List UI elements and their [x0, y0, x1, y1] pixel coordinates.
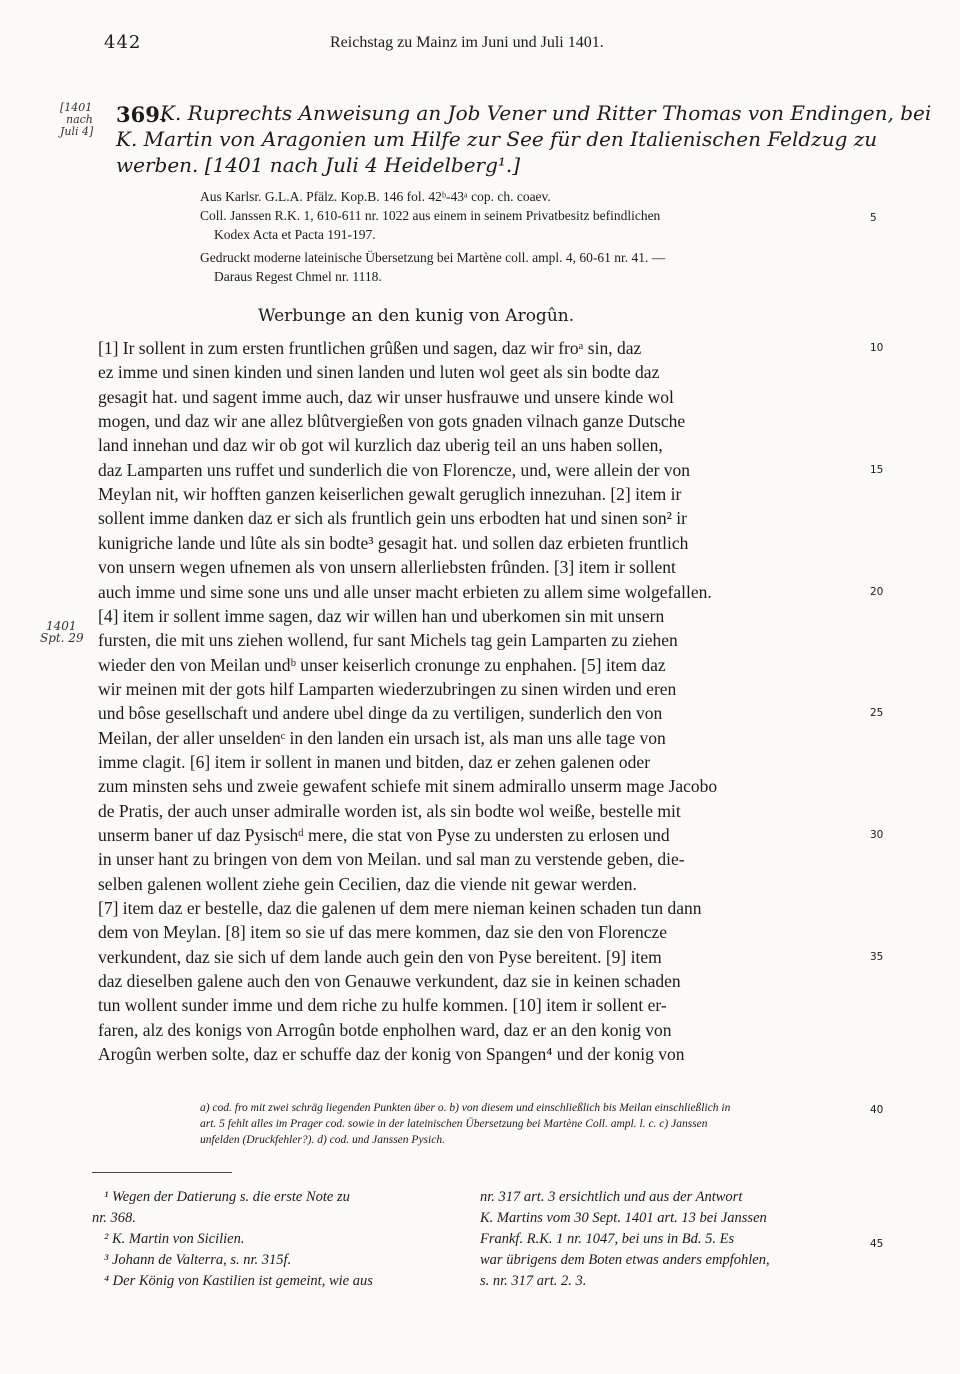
side-date	[40, 620, 84, 644]
document-title-line: K. Ruprechts Anweisung an Job Vener und Ritter Thomas von Endingen, bei	[160, 101, 932, 125]
body-line: zum minsten sehs und zweie gewafent schiefe mit sinem admirallo unserm mage Jacobo	[98, 776, 718, 797]
footnote-line: ¹ Wegen der Datierung s. die erste Note zu	[104, 1189, 350, 1205]
margin-date-line: Juli 4]	[60, 125, 94, 138]
footnote-line: Frankf. R.K. 1 nr. 1047, bei uns in Bd. 5. Es	[480, 1231, 735, 1247]
source-note-line: Gedruckt moderne lateinische Übersetzung bei Martène coll. ampl. 4, 60-61 nr. 41. —	[200, 250, 666, 265]
document-title-line: werben. [1401 nach Juli 4 Heidelberg¹.]	[116, 153, 521, 177]
body-line: von unsern wegen ufnemen als von unsern allerliebsten frûnden. [3] item ir sollent	[98, 557, 676, 578]
page-header	[0, 32, 960, 62]
body-line: ez imme und sinen kinden und sinen landen und luten wol geet als sin bodte daz	[98, 362, 660, 383]
line-number: 40	[870, 1104, 884, 1116]
text-note-line: unfelden (Druckfehler?). d) cod. und Janssen Pysich.	[200, 1134, 445, 1146]
body-line: de Pratis, der auch unser admiralle worden ist, als sin bodte wol weiße, bestelle mit	[98, 800, 681, 821]
line-number: 30	[870, 829, 884, 841]
body-line: Arogûn werben solte, daz er schuffe daz der konig von Spangen⁴ und der konig von	[98, 1044, 685, 1065]
line-number: 25	[870, 707, 884, 720]
footnote-line: ² K. Martin von Sicilien.	[104, 1231, 245, 1247]
side-date-line: 1401	[46, 619, 77, 633]
body-line: [1] Ir sollent in zum ersten fruntlichen grûßen und sagen, daz wir froᵃ sin, daz	[98, 338, 642, 358]
body-line: auch imme und sime sone uns und alle unser macht erbieten zu allem sime wolgefallen.	[98, 581, 712, 602]
body-line: land innehan und daz wir ob got wil kurzlich daz uberig teil an uns haben sollen,	[98, 435, 663, 456]
side-date-line: Spt. 29	[40, 631, 84, 645]
body-line: daz Lamparten uns ruffet und sunderlich die von Florencze, und, were allein der von	[98, 459, 691, 480]
document-number: 369.	[116, 102, 168, 127]
body-line: wir meinen mit der gots hilf Lamparten wiederzubringen zu sinen wirden und eren	[98, 678, 677, 699]
text-note-line: a) cod. fro mit zwei schräg liegenden Punkten über o. b) von diesem und einschließlich bis Meilan einschließlich in	[200, 1102, 731, 1114]
margin-date	[60, 102, 100, 138]
body-line: gesagit hat. und sagent imme auch, daz wir unser husfrauwe und unsere kinde wol	[98, 386, 674, 407]
line-number: 45	[870, 1238, 884, 1250]
running-title: Reichstag zu Mainz im Juni und Juli 1401.	[330, 34, 604, 51]
text-note-line: art. 5 fehlt alles im Prager cod. sowie in der lateinischen Übersetzung bei Martène Coll. ampl. l. c. c) Janssen	[200, 1118, 708, 1130]
footnote-line: ³ Johann de Valterra, s. nr. 315f.	[104, 1252, 292, 1268]
body-line: unserm baner uf daz Pysischᵈ mere, die stat von Pyse zu understen zu erlosen und	[98, 825, 670, 845]
body-line: imme clagit. [6] item ir sollent in manen und bitden, daz er zehen galenen oder	[98, 751, 651, 772]
body-line: sollent imme danken daz er sich als fruntlich gein uns erbodten hat und sinen son² ir	[98, 508, 687, 529]
body-line: Meilan, der aller unseldenᶜ in den landen ein ursach ist, als man uns alle tage von	[98, 727, 666, 748]
line-number: 5	[870, 212, 877, 224]
line-number: 35	[870, 950, 884, 963]
line-number: 15	[870, 463, 884, 476]
body-line: tun wollent sunder imme und dem riche zu hulfe kommen. [10] item ir sollent er-	[98, 995, 667, 1016]
footnote-line: K. Martins vom 30 Sept. 1401 art. 13 bei Janssen	[480, 1210, 767, 1226]
body-line: und bôse gesellschaft und andere ubel dinge da zu vertiligen, sunderlich den von	[98, 703, 663, 724]
page-number: 442	[104, 32, 142, 53]
margin-date-line: nach	[66, 113, 93, 126]
source-note-line: Aus Karlsr. G.L.A. Pfälz. Kop.B. 146 fol. 42ᵇ-43ᵃ cop. ch. coaev.	[200, 189, 551, 204]
body-line: dem von Meylan. [8] item so sie uf das mere kommen, daz sie den von Florencze	[98, 922, 668, 943]
footnote-line: war übrigens dem Boten etwas anders empfohlen,	[480, 1252, 770, 1268]
footnote-line: nr. 368.	[92, 1210, 136, 1226]
body-line: wieder den von Meilan undᵇ unser keiserlich cronunge zu enphahen. [5] item daz	[98, 654, 666, 675]
body-line: [7] item daz er bestelle, daz die galenen uf dem mere nieman keinen schaden tun dann	[98, 898, 702, 919]
source-note-line: Daraus Regest Chmel nr. 1118.	[214, 269, 382, 284]
footnotes-right	[480, 1187, 850, 1292]
body-line: fursten, die mit uns ziehen wollend, fur sant Michels tag gein Lamparten zu ziehen	[98, 630, 678, 651]
body-line: kunigriche lande und lûte als sin bodte³ gesagit hat. und sollen daz erbieten fruntlich	[98, 532, 689, 553]
source-note-line: Kodex Acta et Pacta 191-197.	[214, 227, 376, 242]
body-line: [4] item ir sollent imme sagen, daz wir willen han und uberkomen sin mit unsern	[98, 605, 665, 626]
body-line: verkundent, daz sie sich uf dem lande auch gein den von Pyse bereitent. [9] item	[98, 946, 662, 967]
body-line: mogen, und daz wir ane allez blûtvergießen von gots gnaden vilnach ganze Dutsche	[98, 411, 686, 432]
margin-date-line: [1401	[60, 101, 93, 114]
footnote-line: s. nr. 317 art. 2. 3.	[480, 1273, 587, 1289]
footnote-line: ⁴ Der König von Kastilien ist gemeint, wie aus	[104, 1273, 373, 1289]
footnote-rule	[92, 1172, 232, 1173]
section-heading: Werbunge an den kunig von Arogûn.	[258, 306, 575, 326]
line-number: 20	[870, 585, 884, 598]
body-line: in unser hant zu bringen von dem von Meilan. und sal man zu verstende geben, die-	[98, 849, 685, 870]
line-number: 10	[870, 342, 884, 354]
source-note-line: Coll. Janssen R.K. 1, 610-611 nr. 1022 aus einem in seinem Privatbesitz befindlichen	[200, 208, 661, 223]
body-line: faren, alz des konigs von Arrogûn botde enpholhen ward, daz er an den konig von	[98, 1019, 672, 1040]
body-line: daz dieselben galene auch den von Genauwe verkundent, daz sie in keinen schaden	[98, 971, 681, 992]
body-line: selben galenen wollent ziehe gein Cecilien, daz die viende nit gewar werden.	[98, 873, 637, 894]
document-title-line: K. Martin von Aragonien um Hilfe zur See für den Italienischen Feldzug zu	[116, 127, 878, 151]
footnotes-left	[92, 1187, 464, 1292]
body-line: Meylan nit, wir hofften ganzen keiserlichen gewalt geruglich innezuhan. [2] item ir	[98, 484, 682, 505]
footnote-line: nr. 317 art. 3 ersichtlich und aus der Antwort	[480, 1189, 743, 1205]
